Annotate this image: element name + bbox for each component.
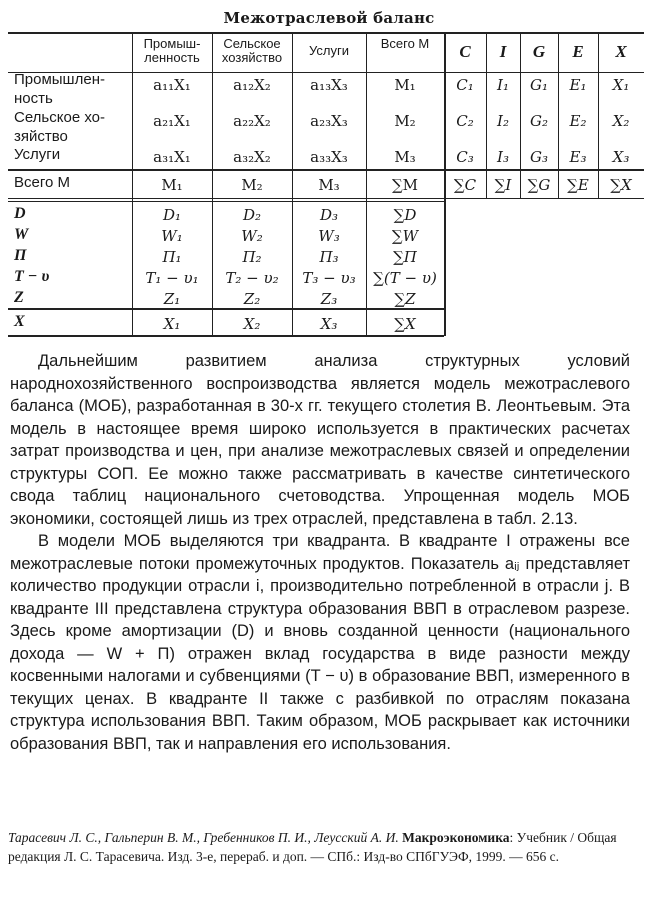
table-cell: E₁ xyxy=(569,76,587,94)
col-header-industry: Промыш-ленность xyxy=(143,36,201,65)
table-cell: X₁ xyxy=(612,76,630,94)
row-label: Всего M xyxy=(14,174,70,191)
table-cell: ∑Π xyxy=(393,248,417,266)
row-label: Z xyxy=(14,289,24,306)
row-label: Сельское хо-зяйство xyxy=(14,109,105,145)
table-cell: ∑Z xyxy=(394,290,416,308)
table-cell: W₁ xyxy=(161,227,183,245)
table-cell: a₂₁X₁ xyxy=(153,112,191,130)
table-cell: ∑X xyxy=(610,176,632,194)
table-cell: ∑C xyxy=(453,176,477,194)
citation xyxy=(8,828,648,866)
table-cell: X₃ xyxy=(320,315,338,333)
row-label: W xyxy=(14,226,29,243)
table-cell: E₃ xyxy=(569,148,587,166)
table-cell: Z₂ xyxy=(243,290,261,308)
row-label: Π xyxy=(14,247,27,264)
table-cell: ∑(T − υ) xyxy=(373,269,437,287)
table-cell: G₁ xyxy=(530,76,548,94)
table-cell: M₁ xyxy=(394,76,416,94)
table-cell: Z₁ xyxy=(163,290,181,308)
table-cell: D₁ xyxy=(162,206,182,224)
table-cell: ∑I xyxy=(494,176,512,194)
table-cell: T₁ − υ₁ xyxy=(145,269,199,287)
table-cell: C₃ xyxy=(456,148,474,166)
row-label: Промышлен-ность xyxy=(14,71,105,107)
citation-book-title: Макроэкономика xyxy=(402,830,510,845)
col-header-i: I xyxy=(499,42,507,61)
table-cell: a₁₁X₁ xyxy=(153,76,191,94)
table-cell: G₂ xyxy=(530,112,548,130)
table-cell: M₃ xyxy=(394,148,416,166)
table-cell: a₃₃X₃ xyxy=(310,148,348,166)
body-text xyxy=(10,350,630,755)
table-cell: ∑D xyxy=(393,206,417,224)
table-cell: a₃₂X₂ xyxy=(233,148,271,166)
table-cell: M₂ xyxy=(394,112,416,130)
table-cell: ∑G xyxy=(527,176,551,194)
interindustry-balance-table xyxy=(8,32,644,337)
table-cell: T₂ − υ₂ xyxy=(225,269,279,287)
table-cell: C₁ xyxy=(456,76,474,94)
table-cell: G₃ xyxy=(530,148,548,166)
col-header-agriculture: Сельское хозяйство xyxy=(221,36,283,65)
table-cell: D₂ xyxy=(242,206,262,224)
row-label: D xyxy=(14,205,26,222)
table-cell: X₁ xyxy=(163,315,181,333)
table-cell: a₁₂X₂ xyxy=(233,76,271,94)
col-header-e: E xyxy=(572,42,584,61)
table-cell: C₂ xyxy=(456,112,474,130)
table-cell: M₂ xyxy=(241,176,263,194)
col-header-total: Всего M xyxy=(380,36,430,51)
citation-authors: Тарасевич Л. С., Гальперин В. М., Гребенников П. И., Леусский А. И. xyxy=(8,830,399,845)
table-cell: a₃₁X₁ xyxy=(153,148,191,166)
table-cell: M₃ xyxy=(318,176,340,194)
table-cell: E₂ xyxy=(569,112,587,130)
table-cell: M₁ xyxy=(161,176,183,194)
table-cell: ∑E xyxy=(567,176,589,194)
table-cell: X₃ xyxy=(612,148,630,166)
col-header-x: X xyxy=(615,42,627,61)
paragraph: В модели МОБ выделяются три квадранта. В квадранте I отражены все межотраслевые потоки промежуточных продуктов. Показатель aᵢⱼ представляет количество продукции отрасли i, производительно потребленной в отрасли j. В квадранте III представлена структура образования ВВП в отраслевом разрезе. Здесь кроме амортизации (D) и вновь созданной ценности (национального дохода — W + Π) отражен вклад государства в виде разности между косвенными налогами и субвенциями (T − υ) в образование ВВП, измеренного в текущих ценах. В квадранте II также с разбивкой по отраслям показана структура использования ВВП. Таким образом, МОБ раскрывает как источники образования ВВП, так и направления его использования. xyxy=(10,532,630,753)
paragraph: Дальнейшим развитием анализа структурных условий народнохозяйственного воспроизводства является модель межотраслевого баланса (МОБ), разработанная в 30-х гг. текущего столетия В. Леонтьевым. Эта модель в настоящее время широко используется в практических расчетах затрат производства и цен, при анализе межотраслевых связей и определении структуры СОП. Ее можно также рассматривать в качестве синтетического свода таблиц национального счетоводства. Упрощенная модель МОБ экономики, состоящей лишь из трех отраслей, представлена в табл. 2.13. xyxy=(10,352,630,528)
table-cell: I₃ xyxy=(497,148,509,166)
table-cell: Π₃ xyxy=(319,248,339,266)
table-title: Межотраслевой баланс xyxy=(223,9,435,27)
table-cell: Π₁ xyxy=(162,248,182,266)
table-cell: W₃ xyxy=(318,227,340,245)
table-cell: X₂ xyxy=(243,315,261,333)
table-cell: a₂₃X₃ xyxy=(310,112,348,130)
table-cell: X₂ xyxy=(612,112,630,130)
table-cell: ∑W xyxy=(391,227,419,245)
table-cell: a₁₃X₃ xyxy=(310,76,348,94)
row-label: T − υ xyxy=(14,268,50,285)
col-header-c: C xyxy=(459,42,471,61)
table-cell: ∑X xyxy=(394,315,416,333)
table-cell: Z₃ xyxy=(320,290,338,308)
table-cell: Π₂ xyxy=(242,248,262,266)
col-header-g: G xyxy=(532,42,546,61)
row-label: Услуги xyxy=(14,146,61,163)
table-cell: I₂ xyxy=(497,112,509,130)
table-cell: D₃ xyxy=(319,206,339,224)
table-cell: T₃ − υ₃ xyxy=(302,269,356,287)
table-cell: ∑M xyxy=(391,176,419,194)
table-cell: W₂ xyxy=(241,227,263,245)
citation-details: : Учебник / Общая редакция Л. С. Тарасевича. Изд. 3-е, перераб. и доп. — СПб.: Изд-во СПбГУЭФ, 1999. — 656 с. xyxy=(8,830,617,864)
table-cell: a₂₂X₂ xyxy=(233,112,271,130)
col-header-services: Услуги xyxy=(309,43,349,58)
table-cell: I₁ xyxy=(497,76,509,94)
row-label: X xyxy=(14,313,25,330)
